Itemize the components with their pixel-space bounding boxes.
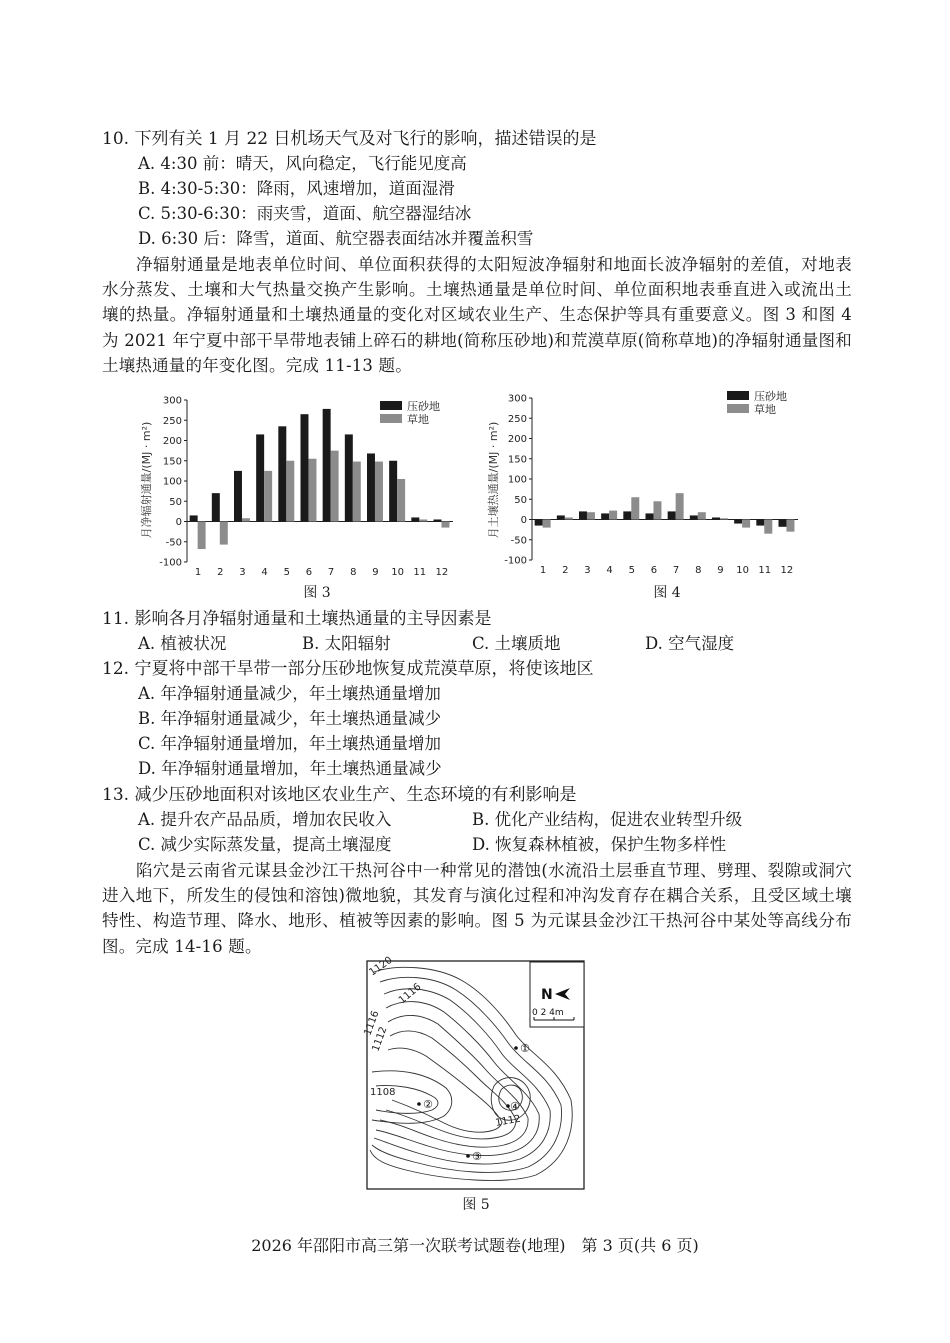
fig3-bar <box>234 471 242 522</box>
fig3-x-tick-label: 1 <box>194 567 202 578</box>
fig3-x-tick-label: 3 <box>239 567 246 578</box>
fig4-bar <box>587 512 595 519</box>
point-2-label: ② <box>423 1098 433 1111</box>
fig3-y-tick-label: 300 <box>162 395 182 407</box>
fig3-y-tick-label: -100 <box>159 557 182 569</box>
question-13-option-a: A. 提升农产品品质，增加农民收入 <box>138 810 392 829</box>
question-10-stem: 10. 下列有关 1 月 22 日机场天气及对飞行的影响，描述错误的是 <box>102 129 597 149</box>
fig3-legend-label: 草地 <box>407 413 429 426</box>
fig4-bar <box>557 515 565 519</box>
fig3-x-tick-label: 7 <box>327 567 335 578</box>
fig4-legend-label: 草地 <box>754 403 776 416</box>
fig4-bar <box>698 512 706 519</box>
fig4-y-tick-label: 50 <box>514 494 527 506</box>
fig4-bar <box>535 520 543 526</box>
point-4-label: ④ <box>510 1100 520 1113</box>
question-10-option-a: A. 4:30 前：晴天，风向稳定，飞行能见度高 <box>138 154 467 173</box>
figure-5 <box>362 954 586 1215</box>
question-13-option-d: D. 恢复森林植被，保护生物多样性 <box>472 835 727 854</box>
fig4-y-tick-label: 300 <box>507 393 527 405</box>
fig3-bar <box>375 462 383 522</box>
question-13-option-b: B. 优化产业结构，促进农业转型升级 <box>472 810 743 829</box>
fig4-bar <box>668 511 676 519</box>
passage-sinkhole: 陷穴是云南省元谋县金沙江干热河谷中一种常见的潜蚀(水流沿土层垂直节理、劈理、裂隙或洞穴进入地下，所发生的侵蚀和溶蚀)微地貌，其发育与演化过程和冲沟发育存在耦合关系，且受区域土壤特性、构造节理、降水、地形、植被等因素的影响。图 5 为元谋县金沙江干热河谷中某处等高线分布图。完成 14-16 题。 <box>102 861 852 956</box>
fig4-y-tick-label: 100 <box>507 474 527 486</box>
figure-4 <box>485 385 815 605</box>
fig3-bar <box>278 426 286 521</box>
legend-box <box>530 962 584 1027</box>
fig3-y-tick-label: -50 <box>165 537 182 549</box>
fig3-x-tick-label: 8 <box>350 567 357 578</box>
question-11-option-d: D. 空气湿度 <box>645 634 735 653</box>
contour-label-1108: 1108 <box>370 1087 396 1098</box>
fig3-bar <box>264 471 272 522</box>
fig3-x-tick-label: 6 <box>305 567 313 578</box>
fig4-bar <box>601 513 609 519</box>
fig4-legend-swatch <box>727 391 749 400</box>
fig3-x-tick-label: 10 <box>391 567 404 578</box>
fig3-x-tick-label: 9 <box>372 567 379 578</box>
question-11-options <box>138 632 838 656</box>
fig3-bar <box>419 519 427 521</box>
figure-3-y-axis-label: 月净辐射通量/(MJ · m²) <box>140 421 153 539</box>
fig4-x-tick-label: 2 <box>562 565 569 576</box>
question-13-options-row-2 <box>138 833 838 857</box>
fig3-y-tick-label: 250 <box>162 415 182 427</box>
fig3-bar <box>212 493 220 521</box>
fig3-legend-swatch <box>380 414 402 423</box>
fig4-x-tick-label: 1 <box>539 565 547 576</box>
question-10-option-c: C. 5:30-6:30：雨夹雪，道面、航空器湿结冰 <box>138 204 472 223</box>
figure-3 <box>135 385 465 605</box>
question-13-stem: 13. 减少压砂地面积对该地区农业生产、生态环境的有利影响是 <box>102 785 577 805</box>
question-12-stem: 12. 宁夏将中部干旱带一部分压砂地恢复成荒漠草原，将使该地区 <box>102 659 594 679</box>
fig3-legend-label: 压砂地 <box>407 400 440 413</box>
fig3-y-tick-label: 150 <box>162 456 182 468</box>
question-10-option-d: D. 6:30 后：降雪，道面、航空器表面结冰并覆盖积雪 <box>138 229 534 248</box>
contour-label-1116-left: 1116 <box>362 1009 382 1038</box>
fig4-bar <box>690 515 698 519</box>
contour-label-1116-top: 1116 <box>396 981 424 1007</box>
fig3-bar <box>389 461 397 522</box>
fig3-bar <box>367 453 375 521</box>
question-11-option-b: B. 太阳辐射 <box>302 634 391 653</box>
point-3-label: ③ <box>472 1150 482 1163</box>
figure-4-chart <box>485 385 815 585</box>
fig4-bar <box>764 520 772 534</box>
fig3-bar <box>441 522 449 528</box>
point-2-dot <box>417 1102 421 1106</box>
contour-label-1120: 1120 <box>367 954 395 979</box>
fig4-x-tick-label: 8 <box>695 565 702 576</box>
fig3-bar <box>323 409 331 522</box>
point-3-dot <box>466 1154 470 1158</box>
fig4-y-tick-label: 200 <box>507 434 527 445</box>
fig4-legend-swatch <box>727 404 749 413</box>
fig3-x-tick-label: 11 <box>413 567 427 578</box>
fig3-bar <box>353 462 361 522</box>
figure-3-caption: 图 3 <box>303 585 331 601</box>
fig4-bar <box>786 520 794 532</box>
fig4-x-tick-label: 11 <box>758 565 772 576</box>
question-11-stem: 11. 影响各月净辐射通量和土壤热通量的主导因素是 <box>102 609 492 629</box>
fig4-bar <box>742 520 750 528</box>
fig4-x-tick-label: 3 <box>584 565 591 576</box>
fig3-y-tick-label: 50 <box>169 496 182 508</box>
figure-3-chart <box>135 385 465 585</box>
question-11-option-c: C. 土壤质地 <box>472 634 561 653</box>
fig4-bar <box>778 520 786 527</box>
question-13-option-c: C. 减少实际蒸发量，提高土壤湿度 <box>138 835 392 854</box>
figure-5-contour-map <box>362 954 586 1192</box>
fig4-x-tick-label: 7 <box>672 565 680 576</box>
fig3-legend-swatch <box>380 401 402 410</box>
fig4-x-tick-label: 9 <box>717 565 724 576</box>
fig4-bar <box>720 518 728 519</box>
fig3-bar <box>308 459 316 522</box>
question-12-option-c: C. 年净辐射通量增加，年土壤热通量增加 <box>138 734 442 753</box>
fig4-bar <box>645 513 653 519</box>
contour-label-1112-pit: 1112 <box>494 1113 522 1129</box>
figure-4-y-axis-label: 月土壤热通量/(MJ · m²) <box>487 421 500 539</box>
fig3-bar <box>190 515 198 521</box>
fig4-bar <box>676 493 684 519</box>
fig4-x-tick-label: 12 <box>780 565 794 576</box>
question-13-options-row-1 <box>138 808 838 832</box>
question-12-option-a: A. 年净辐射通量减少，年土壤热通量增加 <box>138 684 441 703</box>
fig3-bar <box>397 479 405 522</box>
fig4-bar <box>756 520 764 526</box>
fig4-x-tick-label: 5 <box>628 565 635 576</box>
point-1-dot <box>514 1046 518 1050</box>
fig4-bar <box>609 511 617 520</box>
fig4-bar <box>653 501 661 519</box>
fig3-bar <box>286 461 294 522</box>
north-label: N <box>541 987 553 1003</box>
question-12-option-b: B. 年净辐射通量减少，年土壤热通量减少 <box>138 709 442 728</box>
fig3-bar <box>331 451 339 522</box>
question-12-option-d: D. 年净辐射通量增加，年土壤热通量减少 <box>138 759 442 778</box>
fig4-y-tick-label: 0 <box>520 515 527 526</box>
page-footer: 2026 年邵阳市高三第一次联考试题卷(地理) 第 3 页(共 6 页) <box>251 1236 699 1255</box>
point-1-label: ① <box>520 1042 530 1055</box>
fig3-x-tick-label: 12 <box>435 567 449 578</box>
fig4-x-tick-label: 6 <box>650 565 658 576</box>
fig3-bar <box>345 434 353 521</box>
fig3-bar <box>220 522 228 545</box>
fig4-y-tick-label: -100 <box>504 555 527 567</box>
fig4-bar <box>734 520 742 524</box>
passage-net-radiation: 净辐射通量是地表单位时间、单位面积获得的太阳短波净辐射和地面长波净辐射的差值，对地表水分蒸发、土壤和大气热量交换产生影响。土壤热通量是单位时间、单位面积地表垂直进入或流出土壤的热量。净辐射通量和土壤热通量的变化对区域农业生产、生态保护等具有重要意义。图 3 和图 4 为 2021 年宁夏中部干旱带地表铺上碎石的耕地(简称压砂地)和荒漠草原(简称草地)的净辐射通量图和土壤热通量的年变化图。完成 11-13 题。 <box>102 255 852 375</box>
fig4-bar <box>623 511 631 519</box>
fig4-y-tick-label: -50 <box>510 535 527 547</box>
fig4-x-tick-label: 4 <box>606 565 613 576</box>
fig3-bar <box>300 414 308 521</box>
fig3-x-tick-label: 4 <box>261 567 268 578</box>
fig3-y-tick-label: 200 <box>162 436 182 447</box>
question-10-option-b: B. 4:30-5:30：降雨，风速增加，道面湿滑 <box>138 179 455 198</box>
fig4-bar <box>712 517 720 519</box>
figure-4-caption: 图 4 <box>653 585 681 601</box>
contour-label-1112: 1112 <box>370 1025 390 1054</box>
fig4-bar <box>631 497 639 519</box>
fig3-y-tick-label: 100 <box>162 476 182 488</box>
fig3-x-tick-label: 2 <box>217 567 224 578</box>
fig3-bar <box>242 518 250 521</box>
fig4-bar <box>543 520 551 528</box>
fig4-x-tick-label: 10 <box>736 565 749 576</box>
fig3-bar <box>433 519 441 521</box>
figure-5-caption: 图 5 <box>462 1197 490 1213</box>
fig3-x-tick-label: 5 <box>283 567 290 578</box>
fig3-y-tick-label: 0 <box>175 517 182 528</box>
scale-label: 0 2 4m <box>532 1008 564 1018</box>
fig4-y-tick-label: 250 <box>507 413 527 425</box>
fig4-legend-label: 压砂地 <box>754 390 787 403</box>
fig3-bar <box>198 522 206 550</box>
fig4-bar <box>579 511 587 519</box>
fig4-bar <box>565 517 573 519</box>
question-11-option-a: A. 植被状况 <box>138 634 227 653</box>
fig3-bar <box>411 517 419 521</box>
fig3-bar <box>256 434 264 521</box>
fig4-y-tick-label: 150 <box>507 454 527 466</box>
